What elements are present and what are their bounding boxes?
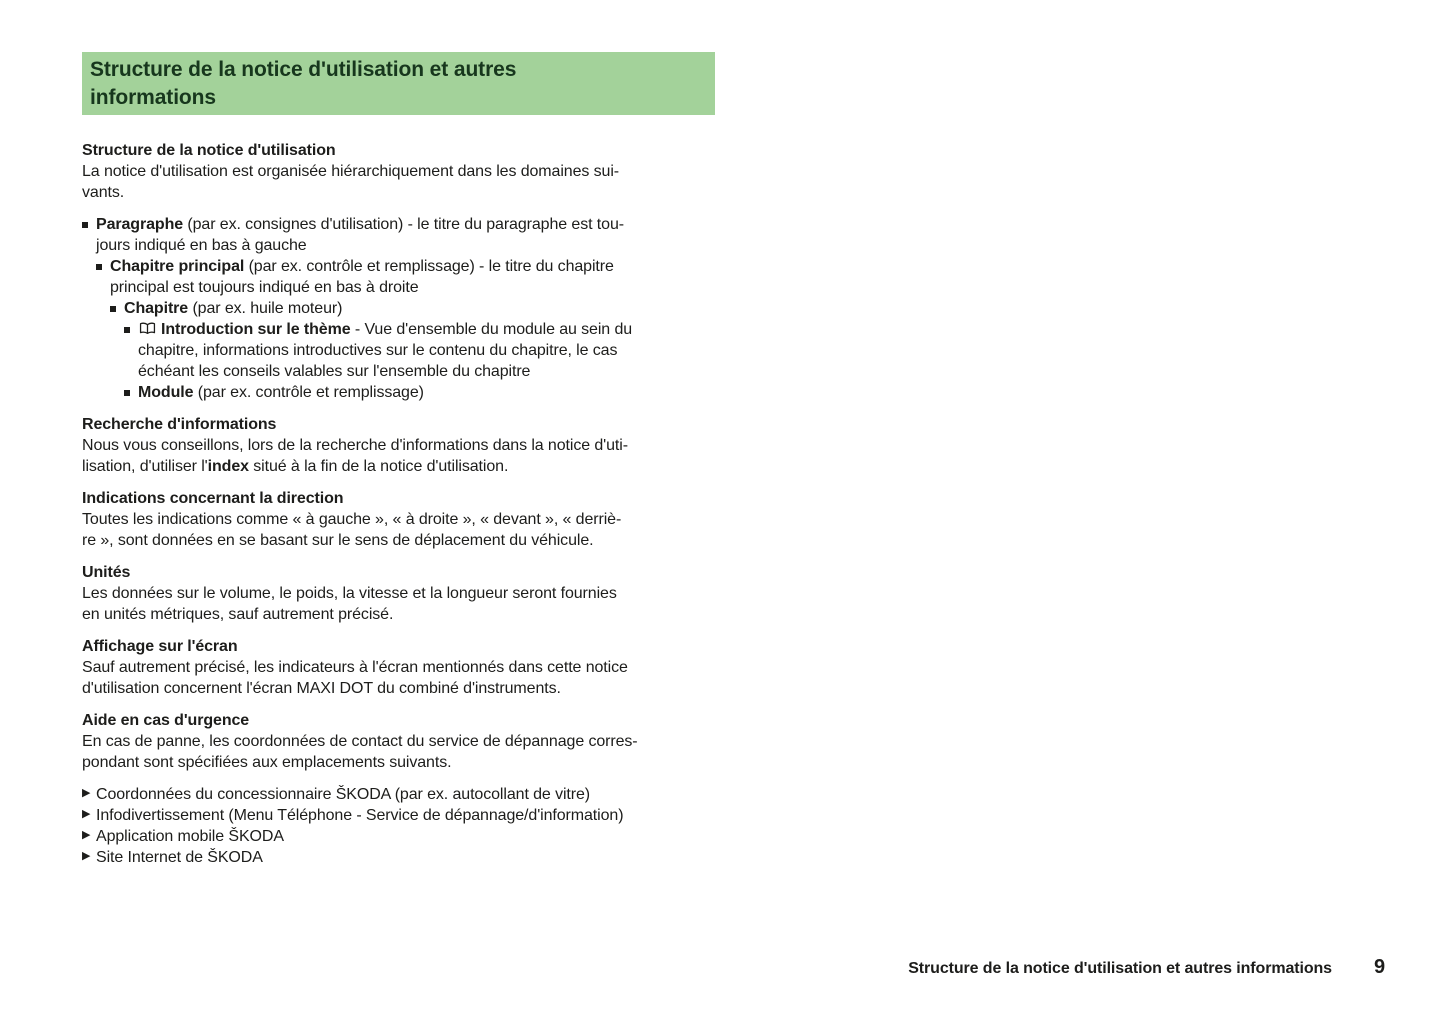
list-item <box>96 256 742 298</box>
list-item-label: Infodivertissement (Menu Téléphone - Service de dépannage/d'information) <box>96 807 624 824</box>
list-item-content <box>110 256 742 298</box>
text-line <box>82 657 742 678</box>
plain-text: chapitre, informations introductives sur le contenu du chapitre, le cas <box>138 342 618 359</box>
text-line <box>138 319 742 340</box>
section-heading: Recherche d'informations <box>82 416 277 433</box>
list-item-content <box>138 382 742 403</box>
text-line <box>82 509 742 530</box>
plain-text: (par ex. huile moteur) <box>188 300 343 317</box>
plain-text: re », sont données en se basant sur le sens de déplacement du véhicule. <box>82 532 594 549</box>
chapter-header <box>82 52 715 115</box>
plain-text: échéant les conseils valables sur l'ensemble du chapitre <box>138 363 531 380</box>
emergency-locations-list <box>82 784 742 868</box>
hierarchy-list <box>82 214 742 403</box>
text-line <box>82 456 742 477</box>
bold-text: Module <box>138 384 194 401</box>
plain-text: en unités métriques, sauf autrement précisé. <box>82 606 394 623</box>
plain-text: Toutes les indications comme « à gauche », « à droite », « devant », « derriè- <box>82 511 622 528</box>
list-item <box>82 826 742 847</box>
footer-chapter-title: Structure de la notice d'utilisation et autres informations <box>908 960 1332 977</box>
square-bullet-icon <box>110 306 116 312</box>
chapter-title-line-1: Structure de la notice d'utilisation et autres <box>90 58 517 81</box>
text-line <box>82 182 742 203</box>
list-item-label: Application mobile ŠKODA <box>96 828 284 845</box>
square-bullet-icon <box>124 327 130 333</box>
list-item-content <box>138 319 742 382</box>
plain-text: Nous vous conseillons, lors de la recherche d'informations dans la notice d'uti- <box>82 437 628 454</box>
arrow-bullet-icon: ▶ <box>82 850 91 862</box>
plain-text: principal est toujours indiqué en bas à droite <box>110 279 419 296</box>
page-footer <box>908 956 1385 979</box>
square-bullet-icon <box>96 264 102 270</box>
plain-text: (par ex. contrôle et remplissage) - le titre du chapitre <box>244 258 614 275</box>
plain-text: Les données sur le volume, le poids, la vitesse et la longueur seront fournies <box>82 585 617 602</box>
text-line <box>138 340 742 361</box>
plain-text: Sauf autrement précisé, les indicateurs à l'écran mentionnés dans cette notice <box>82 659 628 676</box>
text-line <box>82 435 742 456</box>
bold-text: Chapitre <box>124 300 189 317</box>
section <box>82 414 742 477</box>
list-item <box>82 784 742 805</box>
list-item <box>82 805 742 826</box>
bold-text: Paragraphe <box>96 216 184 233</box>
page-number: 9 <box>1373 956 1385 978</box>
bold-text: index <box>207 458 249 475</box>
square-bullet-icon <box>124 390 130 396</box>
plain-text: pondant sont spécifiées aux emplacements suivants. <box>82 754 452 771</box>
list-item <box>110 298 742 319</box>
open-book-icon <box>139 322 156 335</box>
text-line <box>82 530 742 551</box>
plain-text: En cas de panne, les coordonnées de contact du service de dépannage corres- <box>82 733 638 750</box>
list-item <box>82 847 742 868</box>
list-item-content <box>96 214 742 256</box>
arrow-bullet-icon: ▶ <box>82 787 91 799</box>
text-line <box>138 361 742 382</box>
section-heading: Aide en cas d'urgence <box>82 712 250 729</box>
arrow-bullet-icon: ▶ <box>82 808 91 820</box>
bold-text: Chapitre principal <box>110 258 245 275</box>
text-line <box>82 731 742 752</box>
plain-text: (par ex. contrôle et remplissage) <box>193 384 424 401</box>
text-line <box>82 752 742 773</box>
list-item-label: Coordonnées du concessionnaire ŠKODA (par ex. autocollant de vitre) <box>96 786 591 803</box>
plain-text: La notice d'utilisation est organisée hiérarchiquement dans les domaines sui- <box>82 163 620 180</box>
arrow-bullet-icon: ▶ <box>82 829 91 841</box>
section-heading: Unités <box>82 564 131 581</box>
content-column <box>82 140 742 868</box>
section-heading: Indications concernant la direction <box>82 490 344 507</box>
text-line <box>82 604 742 625</box>
text-line <box>82 583 742 604</box>
text-line <box>96 214 742 235</box>
bold-text: Introduction sur le thème <box>161 321 351 338</box>
section <box>82 636 742 699</box>
text-line <box>110 277 742 298</box>
text-line <box>138 382 742 403</box>
plain-text: vants. <box>82 184 125 201</box>
text-line <box>82 161 742 182</box>
plain-text: (par ex. consignes d'utilisation) - le titre du paragraphe est tou- <box>183 216 624 233</box>
section <box>82 562 742 625</box>
list-item-content <box>124 298 742 319</box>
plain-text: situé à la fin de la notice d'utilisation. <box>248 458 509 475</box>
section-heading: Structure de la notice d'utilisation <box>82 142 336 159</box>
text-line <box>96 235 742 256</box>
plain-text: lisation, d'utiliser l' <box>82 458 208 475</box>
list-item <box>82 214 742 256</box>
section <box>82 710 742 773</box>
list-item-label: Site Internet de ŠKODA <box>96 849 263 866</box>
plain-text: jours indiqué en bas à gauche <box>96 237 307 254</box>
list-item <box>124 382 742 403</box>
plain-text: d'utilisation concernent l'écran MAXI DOT du combiné d'instruments. <box>82 680 561 697</box>
section <box>82 140 742 203</box>
list-item <box>124 319 742 382</box>
square-bullet-icon <box>82 222 88 228</box>
section <box>82 488 742 551</box>
plain-text: - Vue d'ensemble du module au sein du <box>350 321 633 338</box>
text-line <box>110 256 742 277</box>
text-line <box>82 678 742 699</box>
chapter-title-line-2: informations <box>90 86 216 109</box>
text-line <box>124 298 742 319</box>
section-heading: Affichage sur l'écran <box>82 638 238 655</box>
